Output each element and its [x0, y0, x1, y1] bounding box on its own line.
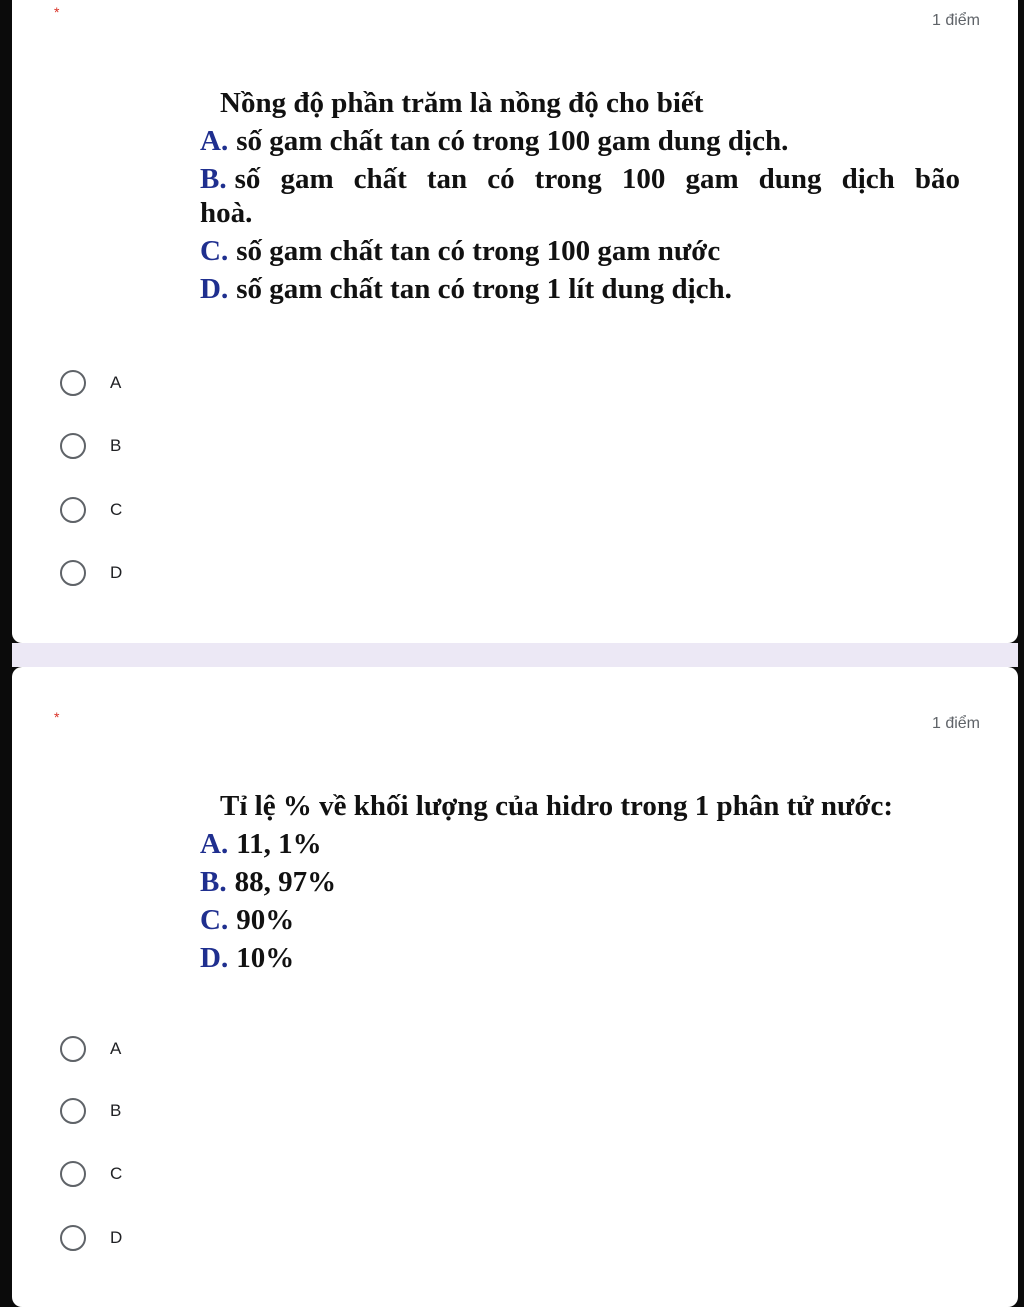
card-separator	[12, 643, 1018, 667]
radio-button[interactable]	[60, 433, 86, 459]
choice-label: A	[110, 1039, 122, 1058]
option-body: 88, 97%	[234, 866, 337, 898]
choice-c[interactable]	[60, 495, 122, 525]
question-stem: Tỉ lệ % về khối lượng của hidro trong 1 phân tử nước:	[220, 790, 894, 822]
option-letter: B.	[200, 163, 227, 195]
option-letter: D.	[200, 273, 229, 305]
radio-button[interactable]	[60, 1161, 86, 1187]
radio-button[interactable]	[60, 1225, 86, 1251]
question-card-1	[12, 0, 1018, 643]
radio-button[interactable]	[60, 1098, 86, 1124]
option-letter: A.	[200, 125, 229, 157]
choice-label: A	[110, 373, 122, 392]
choice-label: B	[110, 436, 122, 455]
choice-a[interactable]	[60, 368, 121, 398]
points-label: 1 điểm	[931, 12, 980, 29]
option-b-text	[200, 160, 960, 198]
option-d-text	[200, 270, 960, 308]
option-body: 11, 1%	[236, 828, 322, 860]
option-b-continuation: hoà.	[200, 197, 253, 229]
radio-button[interactable]	[60, 560, 86, 586]
choice-b[interactable]	[60, 431, 121, 461]
option-letter: B.	[200, 866, 227, 898]
option-body: số gam chất tan có trong 1 lít dung dịch.	[236, 273, 732, 305]
option-letter: A.	[200, 828, 229, 860]
choice-b[interactable]	[60, 1096, 121, 1126]
option-letter: D.	[200, 942, 229, 974]
choice-d[interactable]	[60, 1223, 122, 1253]
option-c-text	[200, 232, 960, 270]
radio-button[interactable]	[60, 497, 86, 523]
radio-button[interactable]	[60, 370, 86, 396]
points-label: 1 điểm	[931, 715, 980, 732]
question-card-2	[12, 667, 1018, 1307]
choice-label: C	[110, 1164, 123, 1183]
option-c-text	[200, 901, 960, 939]
option-body: 10%	[236, 942, 295, 974]
option-d-text	[200, 939, 960, 977]
choice-d[interactable]	[60, 558, 122, 588]
question-image-text	[200, 787, 960, 977]
option-body: số gam chất tan có trong 100 gam nước	[236, 235, 721, 267]
required-asterisk: *	[54, 4, 60, 20]
choice-label: C	[110, 500, 123, 519]
option-body: 90%	[236, 904, 295, 936]
question-image-text	[200, 84, 960, 308]
option-body: số gam chất tan có trong 100 gam dung dịch.	[236, 125, 789, 157]
choice-label: B	[110, 1101, 122, 1120]
radio-button[interactable]	[60, 1036, 86, 1062]
option-a-text	[200, 825, 960, 863]
required-asterisk: *	[54, 709, 60, 725]
option-letter: C.	[200, 235, 229, 267]
choice-label: D	[110, 563, 123, 582]
choice-label: D	[110, 1228, 123, 1247]
choice-c[interactable]	[60, 1159, 122, 1189]
option-b-text	[200, 863, 960, 901]
option-letter: C.	[200, 904, 229, 936]
option-a-text	[200, 122, 960, 160]
option-body: số gam chất tan có trong 100 gam dung dịch bão	[234, 163, 960, 195]
choice-a[interactable]	[60, 1034, 121, 1064]
question-stem: Nồng độ phần trăm là nồng độ cho biết	[220, 87, 704, 119]
